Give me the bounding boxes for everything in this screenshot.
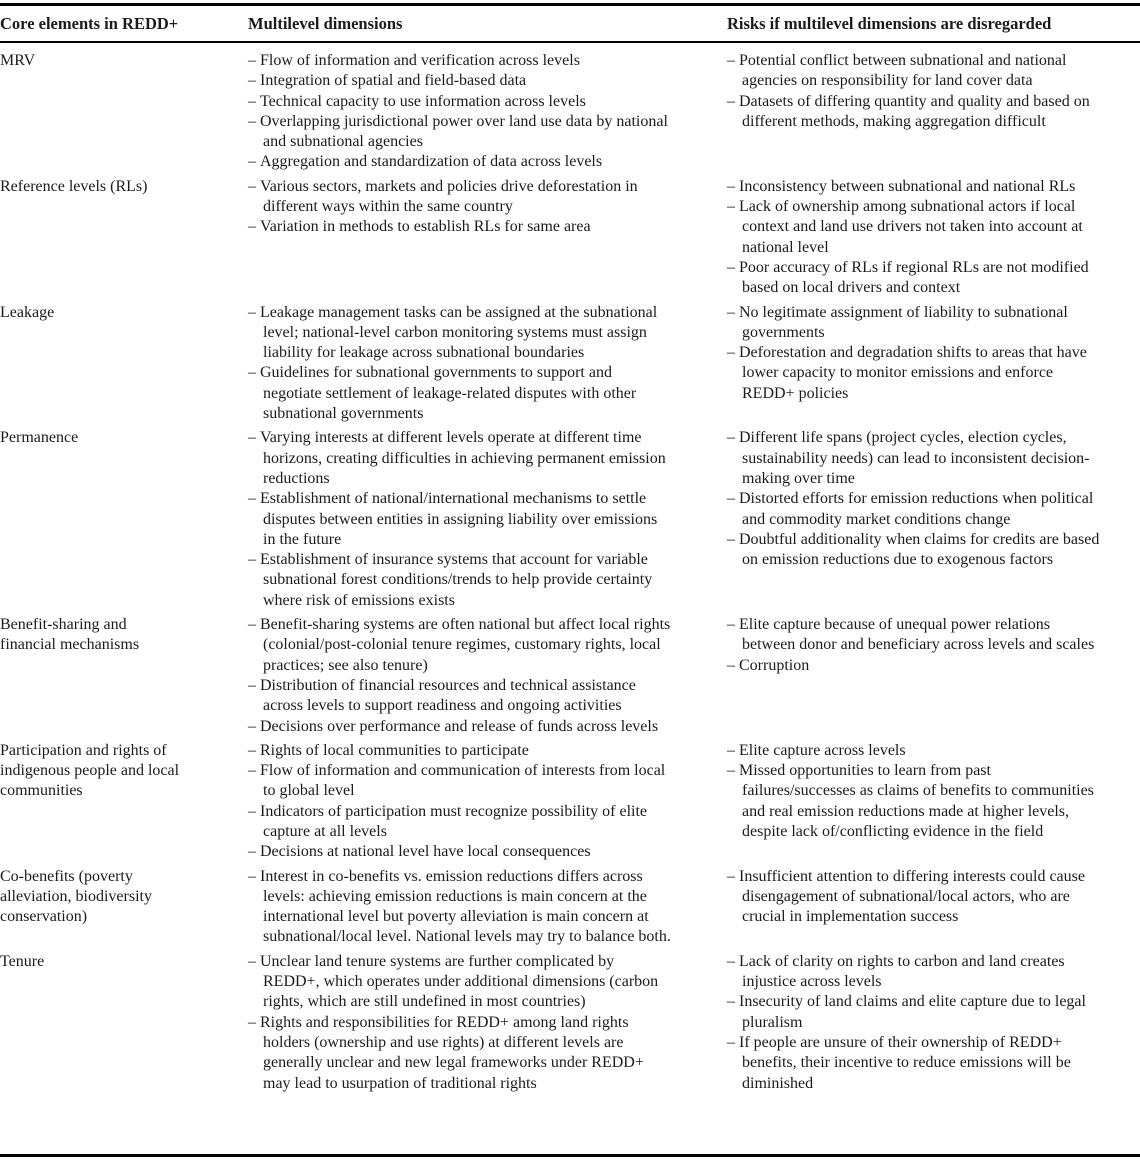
dimensions-list [248,741,672,863]
dimension-item: – Flow of information and verification across levels [248,51,672,71]
dimensions-list [248,428,672,611]
core-element-cell [0,615,248,737]
risks-list [727,741,1104,842]
dimension-item: – Guidelines for subnational governments to support and negotiate settlement of leakage-related disputes with other subnational governments [248,363,672,424]
dimension-item: – Benefit-sharing systems are often national but affect local rights (colonial/post-colonial tenure regimes, customary rights, local practices; see also tenure) [248,615,672,676]
risk-item: – Inconsistency between subnational and national RLs [727,177,1104,197]
table-top-rule [0,3,1140,6]
column-header-risks: Risks if multilevel dimensions are disregarded [727,14,1052,33]
dimensions-list [248,51,672,173]
dimensions-cell [248,615,727,737]
table-bottom-rule [0,1154,1140,1157]
risks-list [727,952,1104,1094]
risk-item: – Datasets of differing quantity and quality and based on different methods, making aggregation difficult [727,92,1104,133]
core-element-cell [0,952,248,1094]
dimensions-list [248,952,672,1094]
risks-list [727,177,1104,299]
risks-cell [727,741,1140,863]
table-row [0,741,1140,863]
table-row [0,867,1140,948]
table-header-row [0,0,1140,41]
risk-item: – Potential conflict between subnational and national agencies on responsibility for land cover data [727,51,1104,92]
table-row [0,428,1140,611]
dimension-item: – Rights of local communities to participate [248,741,672,761]
dimensions-cell [248,952,727,1094]
dimension-item: – Aggregation and standardization of data across levels [248,152,672,172]
table-body [0,43,1140,1094]
core-element-label: Co-benefits (poverty alleviation, biodiversity conservation) [0,867,152,926]
dimension-item: – Rights and responsibilities for REDD+ among land rights holders (ownership and use rights) at different levels are generally unclear and new legal frameworks under REDD+ may lead to usurpation of traditional rights [248,1013,672,1094]
risks-list [727,51,1104,132]
dimension-item: – Overlapping jurisdictional power over land use data by national and subnational agencies [248,112,672,153]
dimensions-list [248,303,672,425]
dimension-item: – Leakage management tasks can be assigned at the subnational level; national-level carbon monitoring systems must assign liability for leakage across subnational boundaries [248,303,672,364]
risk-item: – Missed opportunities to learn from past failures/successes as claims of benefits to communities and real emission reductions made at higher levels, despite lack of/conflicting evidence in the field [727,761,1104,842]
dimensions-cell [248,867,727,948]
core-element-label: Permanence [0,429,79,447]
risk-item: – Poor accuracy of RLs if regional RLs are not modified based on local drivers and context [727,258,1104,299]
risks-cell [727,51,1140,173]
dimensions-list [248,177,672,238]
table-row [0,303,1140,425]
core-element-cell [0,867,248,948]
dimensions-list [248,867,672,948]
dimension-item: – Distribution of financial resources and technical assistance across levels to support readiness and ongoing activities [248,676,672,717]
risk-item: – Lack of clarity on rights to carbon and land creates injustice across levels [727,952,1104,993]
dimension-item: – Interest in co-benefits vs. emission reductions differs across levels: achieving emission reductions is main concern at the international level but poverty alleviation is main concern at subnational/local level. National levels may try to balance both. [248,867,672,948]
core-element-label: Reference levels (RLs) [0,177,148,195]
dimensions-cell [248,303,727,425]
dimension-item: – Flow of information and communication of interests from local to global level [248,761,672,802]
dimensions-list [248,615,672,737]
table-row [0,51,1140,173]
risks-cell [727,952,1140,1094]
dimension-item: – Technical capacity to use information across levels [248,92,672,112]
dimension-item: – Establishment of insurance systems that account for variable subnational forest conditions/trends to help provide certainty where risk of emissions exists [248,550,672,611]
risk-item: – Elite capture across levels [727,741,1104,761]
dimension-item: – Various sectors, markets and policies drive deforestation in different ways within the same country [248,177,672,218]
core-element-label: MRV [0,52,36,69]
table-row [0,177,1140,299]
risk-item: – Lack of ownership among subnational actors if local context and land use drivers not taken into account at national level [727,197,1104,258]
risk-item: – If people are unsure of their ownership of REDD+ benefits, their incentive to reduce emissions will be diminished [727,1033,1104,1094]
risks-cell [727,867,1140,948]
table-row [0,615,1140,737]
dimension-item: – Unclear land tenure systems are further complicated by REDD+, which operates under additional dimensions (carbon rights, which are still undefined in most countries) [248,952,672,1013]
risk-item: – Deforestation and degradation shifts to areas that have lower capacity to monitor emissions and enforce REDD+ policies [727,343,1104,404]
core-element-label: Tenure [0,952,45,970]
dimension-item: – Indicators of participation must recognize possibility of elite capture at all levels [248,802,672,843]
dimension-item: – Decisions over performance and release of funds across levels [248,717,672,737]
dimension-item: – Establishment of national/international mechanisms to settle disputes between entities in assigning liability over emissions in the future [248,489,672,550]
risks-list [727,303,1104,404]
risks-cell [727,177,1140,299]
dimension-item: – Decisions at national level have local consequences [248,842,672,862]
core-element-cell [0,51,248,173]
risks-list [727,428,1104,570]
risk-item: – Doubtful additionality when claims for credits are based on emission reductions due to exogenous factors [727,530,1104,571]
risk-item: – Distorted efforts for emission reductions when political and commodity market conditions change [727,489,1104,530]
risk-item: – No legitimate assignment of liability to subnational governments [727,303,1104,344]
dimensions-cell [248,177,727,299]
core-element-cell [0,741,248,863]
dimension-item: – Variation in methods to establish RLs for same area [248,217,672,237]
risk-item: – Elite capture because of unequal power relations between donor and beneficiary across levels and scales [727,615,1104,656]
table-row [0,952,1140,1094]
dimensions-cell [248,428,727,611]
column-header-core-elements: Core elements in REDD+ [0,14,179,33]
risks-cell [727,303,1140,425]
dimensions-cell [248,51,727,173]
column-header-multilevel-dimensions: Multilevel dimensions [248,14,403,33]
core-element-cell [0,177,248,299]
risks-cell [727,428,1140,611]
risk-item: – Insecurity of land claims and elite capture due to legal pluralism [727,992,1104,1033]
core-element-label: Participation and rights of indigenous people and local communities [0,741,180,800]
core-element-cell [0,428,248,611]
dimension-item: – Integration of spatial and field-based data [248,71,672,91]
risk-item: – Corruption [727,656,1104,676]
risk-item: – Different life spans (project cycles, election cycles, sustainability needs) can lead to inconsistent decision-making over time [727,428,1104,489]
core-element-label: Leakage [0,303,55,321]
risks-list [727,867,1104,928]
dimension-item: – Varying interests at different levels operate at different time horizons, creating difficulties in achieving permanent emission reductions [248,428,672,489]
risks-cell [727,615,1140,737]
risk-item: – Insufficient attention to differing interests could cause disengagement of subnational/local actors, who are crucial in implementation success [727,867,1104,928]
core-element-label: Benefit-sharing and financial mechanisms [0,616,140,654]
risks-list [727,615,1104,676]
core-element-cell [0,303,248,425]
dimensions-cell [248,741,727,863]
